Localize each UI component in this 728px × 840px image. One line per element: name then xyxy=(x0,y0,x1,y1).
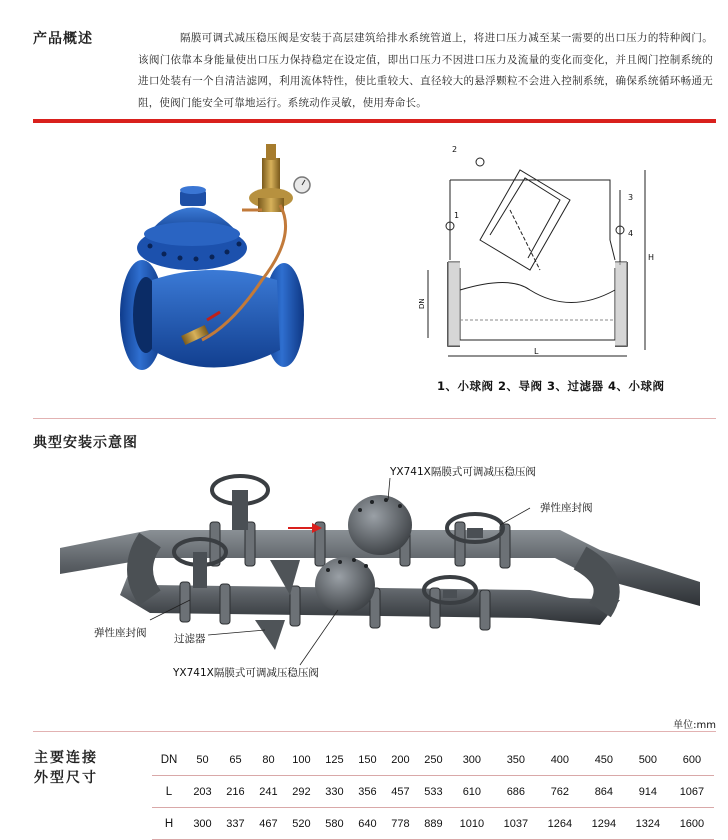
table-cell: 65 xyxy=(219,744,252,776)
table-cell: 337 xyxy=(219,808,252,840)
divider-install xyxy=(33,418,716,419)
table-cell: 864 xyxy=(582,776,626,808)
table-cell: 241 xyxy=(252,776,285,808)
drawing-label-l: L xyxy=(534,347,539,356)
callout-valve-bottom: YX741X隔膜式可调减压稳压阀 xyxy=(173,667,319,679)
table-cell: 1600 xyxy=(670,808,714,840)
table-cell: 330 xyxy=(318,776,351,808)
table-cell: 640 xyxy=(351,808,384,840)
table-cell: 1037 xyxy=(494,808,538,840)
table-cell: 762 xyxy=(538,776,582,808)
dimensions-table xyxy=(152,744,714,840)
row-header: DN xyxy=(152,744,186,776)
table-cell: 125 xyxy=(318,744,351,776)
divider-dimensions xyxy=(33,731,716,732)
table-cell: 300 xyxy=(450,744,494,776)
table-cell: 467 xyxy=(252,808,285,840)
drawing-label-3: 3 xyxy=(628,193,634,202)
table-cell: 1324 xyxy=(626,808,670,840)
table-cell: 300 xyxy=(186,808,219,840)
table-cell: 1010 xyxy=(450,808,494,840)
table-cell: 250 xyxy=(417,744,450,776)
table-cell: 200 xyxy=(384,744,417,776)
table-cell: 1067 xyxy=(670,776,714,808)
overview-text: 隔膜可调式减压稳压阀是安装于高层建筑给排水系统管道上，将进口压力减至某一需要的出口压力的特种阀门。该阀门依靠本身能量使出口压力保持稳定在设定值，即出口压力不因进口压力及流量的变化而变化，并且阀门控制系统的进口处装有一个自清洁滤网，利用流体特性，使比重较大、直径较大的悬浮颗粒不会进入控制系统，确保系统循环畅通无阻，使阀门能安全可靠地运行。系统动作灵敏，使用寿命长。 xyxy=(138,32,713,109)
drawing-label-1: 1 xyxy=(454,211,460,220)
table-cell: 778 xyxy=(384,808,417,840)
table-cell: 1264 xyxy=(538,808,582,840)
drawing-label-dn: DN xyxy=(418,298,426,309)
overview-title: 产品概述 xyxy=(33,31,93,47)
table-row xyxy=(152,776,714,808)
table-cell: 686 xyxy=(494,776,538,808)
table-cell: 400 xyxy=(538,744,582,776)
table-cell: 889 xyxy=(417,808,450,840)
red-divider xyxy=(33,119,716,123)
callout-strainer: 过滤器 xyxy=(174,633,206,645)
drawing-caption: 1、小球阀 2、导阀 3、过滤器 4、小球阀 xyxy=(437,379,665,393)
table-cell: 50 xyxy=(186,744,219,776)
table-cell: 356 xyxy=(351,776,384,808)
table-cell: 150 xyxy=(351,744,384,776)
valve-photo xyxy=(112,140,312,390)
callout-seal-right: 弹性座封阀 xyxy=(540,502,593,514)
install-title: 典型安装示意图 xyxy=(33,435,138,451)
table-cell: 520 xyxy=(285,808,318,840)
table-cell: 100 xyxy=(285,744,318,776)
table-cell: 457 xyxy=(384,776,417,808)
table-cell: 450 xyxy=(582,744,626,776)
dimensions-title xyxy=(34,748,98,788)
dimensions-title-line1: 主要连接 xyxy=(34,750,98,766)
callout-valve-top: YX741X隔膜式可调减压稳压阀 xyxy=(390,466,536,478)
table-cell: 350 xyxy=(494,744,538,776)
table-cell: 610 xyxy=(450,776,494,808)
drawing-label-h: H xyxy=(648,253,655,262)
drawing-label-2: 2 xyxy=(452,145,458,154)
unit-label: 单位:mm xyxy=(673,720,716,731)
table-cell: 580 xyxy=(318,808,351,840)
table-row xyxy=(152,808,714,840)
row-header: L xyxy=(152,776,186,808)
table-row xyxy=(152,744,714,776)
table-cell: 600 xyxy=(670,744,714,776)
table-cell: 1294 xyxy=(582,808,626,840)
valve-drawing xyxy=(420,140,660,362)
dimensions-title-line2: 外型尺寸 xyxy=(34,770,98,786)
installation-diagram xyxy=(60,470,710,675)
table-cell: 914 xyxy=(626,776,670,808)
table-cell: 80 xyxy=(252,744,285,776)
row-header: H xyxy=(152,808,186,840)
table-cell: 292 xyxy=(285,776,318,808)
table-cell: 533 xyxy=(417,776,450,808)
table-cell: 500 xyxy=(626,744,670,776)
table-cell: 216 xyxy=(219,776,252,808)
drawing-label-4: 4 xyxy=(628,229,634,238)
table-cell: 203 xyxy=(186,776,219,808)
callout-seal-left: 弹性座封阀 xyxy=(94,627,147,639)
